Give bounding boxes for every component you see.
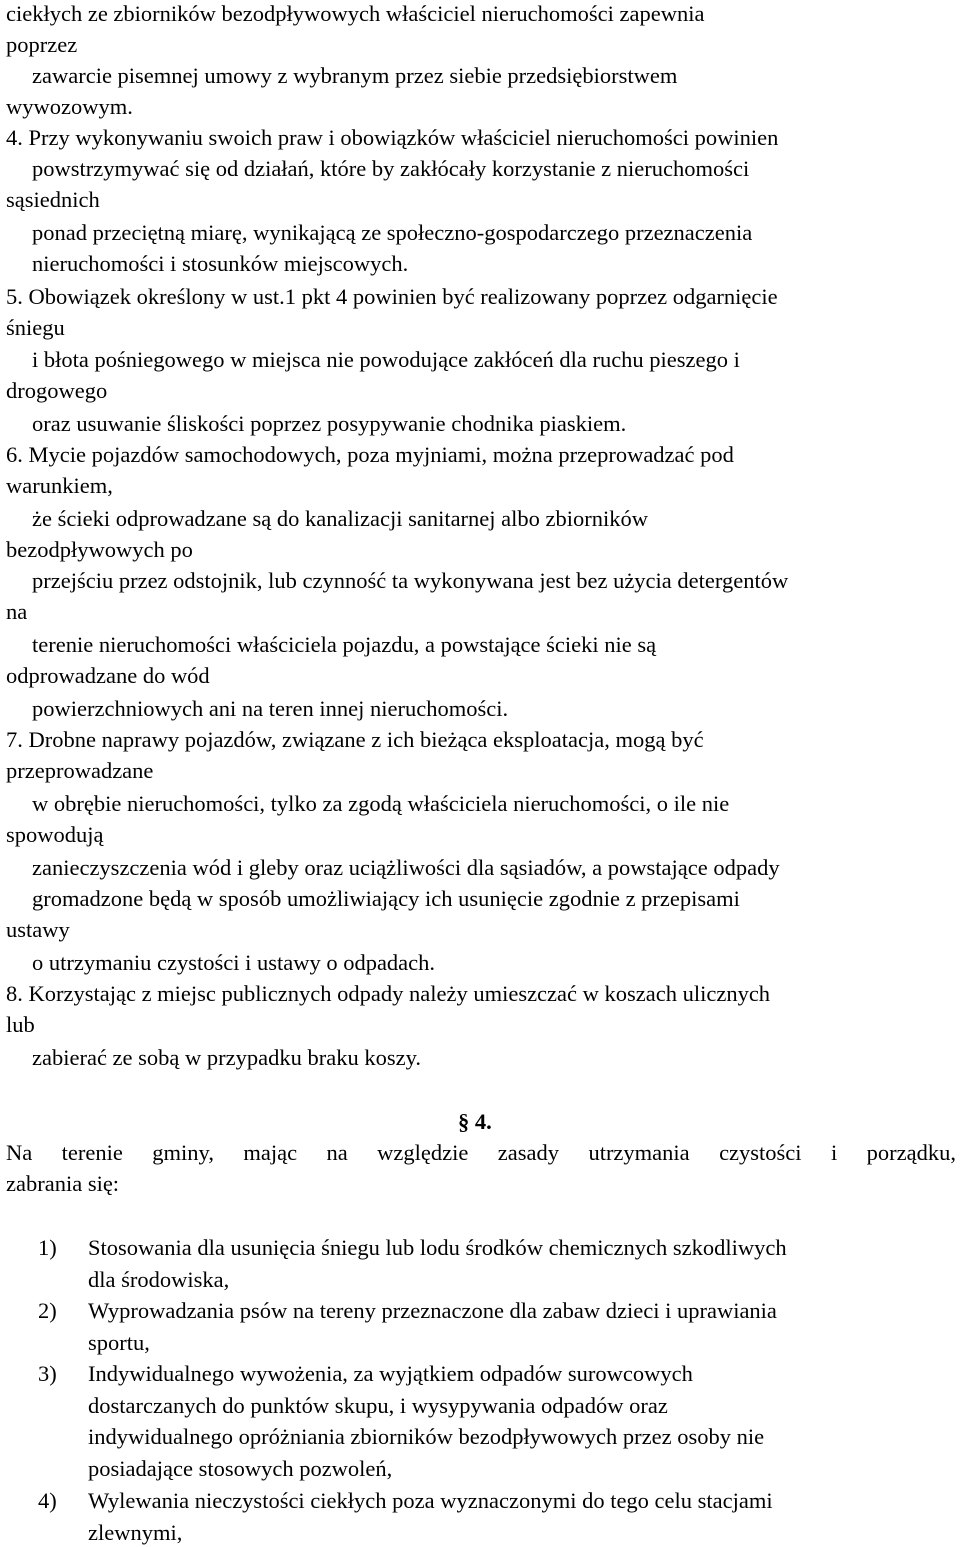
text-line: 7. Drobne naprawy pojazdów, związane z ich bieżąca eksploatacja, mogą być (6, 727, 704, 752)
text-line: drogowego (6, 378, 108, 403)
text-line: nieruchomości i stosunków miejscowych. (32, 251, 409, 276)
text-line: 6. Mycie pojazdów samochodowych, poza myjniami, można przeprowadzać pod (6, 442, 734, 467)
list-item-text: dostarczanych do punktów skupu, i wysypywania odpadów oraz (88, 1392, 668, 1418)
list-item-text: zlewnymi, (88, 1519, 183, 1545)
text-line: terenie nieruchomości właściciela pojazdu, a powstające ścieki nie są (32, 632, 657, 657)
text-line: na (6, 599, 28, 624)
text-line: spowodują (6, 822, 104, 847)
text-line: zabierać ze sobą w przypadku braku koszy. (32, 1045, 421, 1070)
text-line: ponad przeciętną miarę, wynikającą ze społeczno-gospodarczego przeznaczenia (32, 220, 753, 245)
list-item-text: sportu, (88, 1329, 150, 1355)
text-line: gromadzone będą w sposób umożliwiający ich usunięcie zgodnie z przepisami (32, 886, 740, 911)
list-item-number: 2) (38, 1298, 57, 1323)
text-line: ciekłych ze zbiorników bezodpływowych właściciel nieruchomości zapewnia (6, 1, 705, 26)
text-line: w obrębie nieruchomości, tylko za zgodą właściciela nieruchomości, o ile nie (32, 791, 730, 816)
list-item-number: 4) (38, 1488, 57, 1513)
text-line: 4. Przy wykonywaniu swoich praw i obowiązków właściciel nieruchomości powinien (6, 125, 779, 150)
text-line: o utrzymaniu czystości i ustawy o odpadach. (32, 950, 436, 975)
text-line: 5. Obowiązek określony w ust.1 pkt 4 powinien być realizowany poprzez odgarnięcie (6, 284, 778, 309)
list-item-text: indywidualnego opróżniania zbiorników bezodpływowych przez osoby nie (88, 1424, 765, 1449)
text-line: zawarcie pisemnej umowy z wybranym przez siebie przedsiębiorstwem (32, 63, 678, 88)
text-line: wywozowym. (6, 94, 133, 119)
text-line: śniegu (6, 315, 65, 340)
text-line: sąsiednich (6, 187, 100, 212)
text-line: bezodpływowych po (6, 537, 193, 562)
list-item-text: Wyprowadzania psów na tereny przeznaczone dla zabaw dzieci i uprawiania (88, 1298, 777, 1323)
text-line: ustawy (6, 917, 70, 942)
text-line: poprzez (6, 32, 78, 57)
list-item-text: posiadające stosowych pozwoleń, (88, 1455, 393, 1481)
text-line: warunkiem, (6, 473, 113, 498)
text-line: powierzchniowych ani na teren innej nieruchomości. (32, 696, 509, 721)
text-line: przejściu przez odstojnik, lub czynność ta wykonywana jest bez użycia detergentów (32, 568, 789, 593)
intro-line-1: Na terenie gminy, mając na względzie zasady utrzymania czystości i porządku, (6, 1140, 956, 1165)
text-line: że ścieki odprowadzane są do kanalizacji sanitarnej albo zbiorników (32, 506, 649, 531)
list-item-text: Indywidualnego wywożenia, za wyjątkiem odpadów surowcowych (88, 1361, 693, 1386)
text-line: powstrzymywać się od działań, które by zakłócały korzystanie z nieruchomości (32, 156, 750, 181)
list-item-number: 3) (38, 1361, 57, 1386)
list-item-text: Wylewania nieczystości ciekłych poza wyznaczonymi do tego celu stacjami (88, 1488, 773, 1513)
list-item-number: 1) (38, 1235, 57, 1260)
text-line: przeprowadzane (6, 758, 154, 783)
intro-line-2: zabrania się: (6, 1171, 120, 1196)
text-line: oraz usuwanie śliskości poprzez posypywanie chodnika piaskiem. (32, 411, 627, 436)
text-line: odprowadzane do wód (6, 663, 210, 688)
text-line: 8. Korzystając z miejsc publicznych odpady należy umieszczać w koszach ulicznych (6, 981, 771, 1006)
text-line: zanieczyszczenia wód i gleby oraz uciążliwości dla sąsiadów, a powstające odpady (32, 855, 780, 880)
list-item-text: Stosowania dla usunięcia śniegu lub lodu środków chemicznych szkodliwych (88, 1235, 787, 1260)
text-line: lub (6, 1012, 35, 1037)
section-heading: § 4. (458, 1109, 492, 1134)
text-line: i błota pośniegowego w miejsca nie powodujące zakłóceń dla ruchu pieszego i (32, 347, 740, 372)
list-item-text: dla środowiska, (88, 1266, 230, 1292)
